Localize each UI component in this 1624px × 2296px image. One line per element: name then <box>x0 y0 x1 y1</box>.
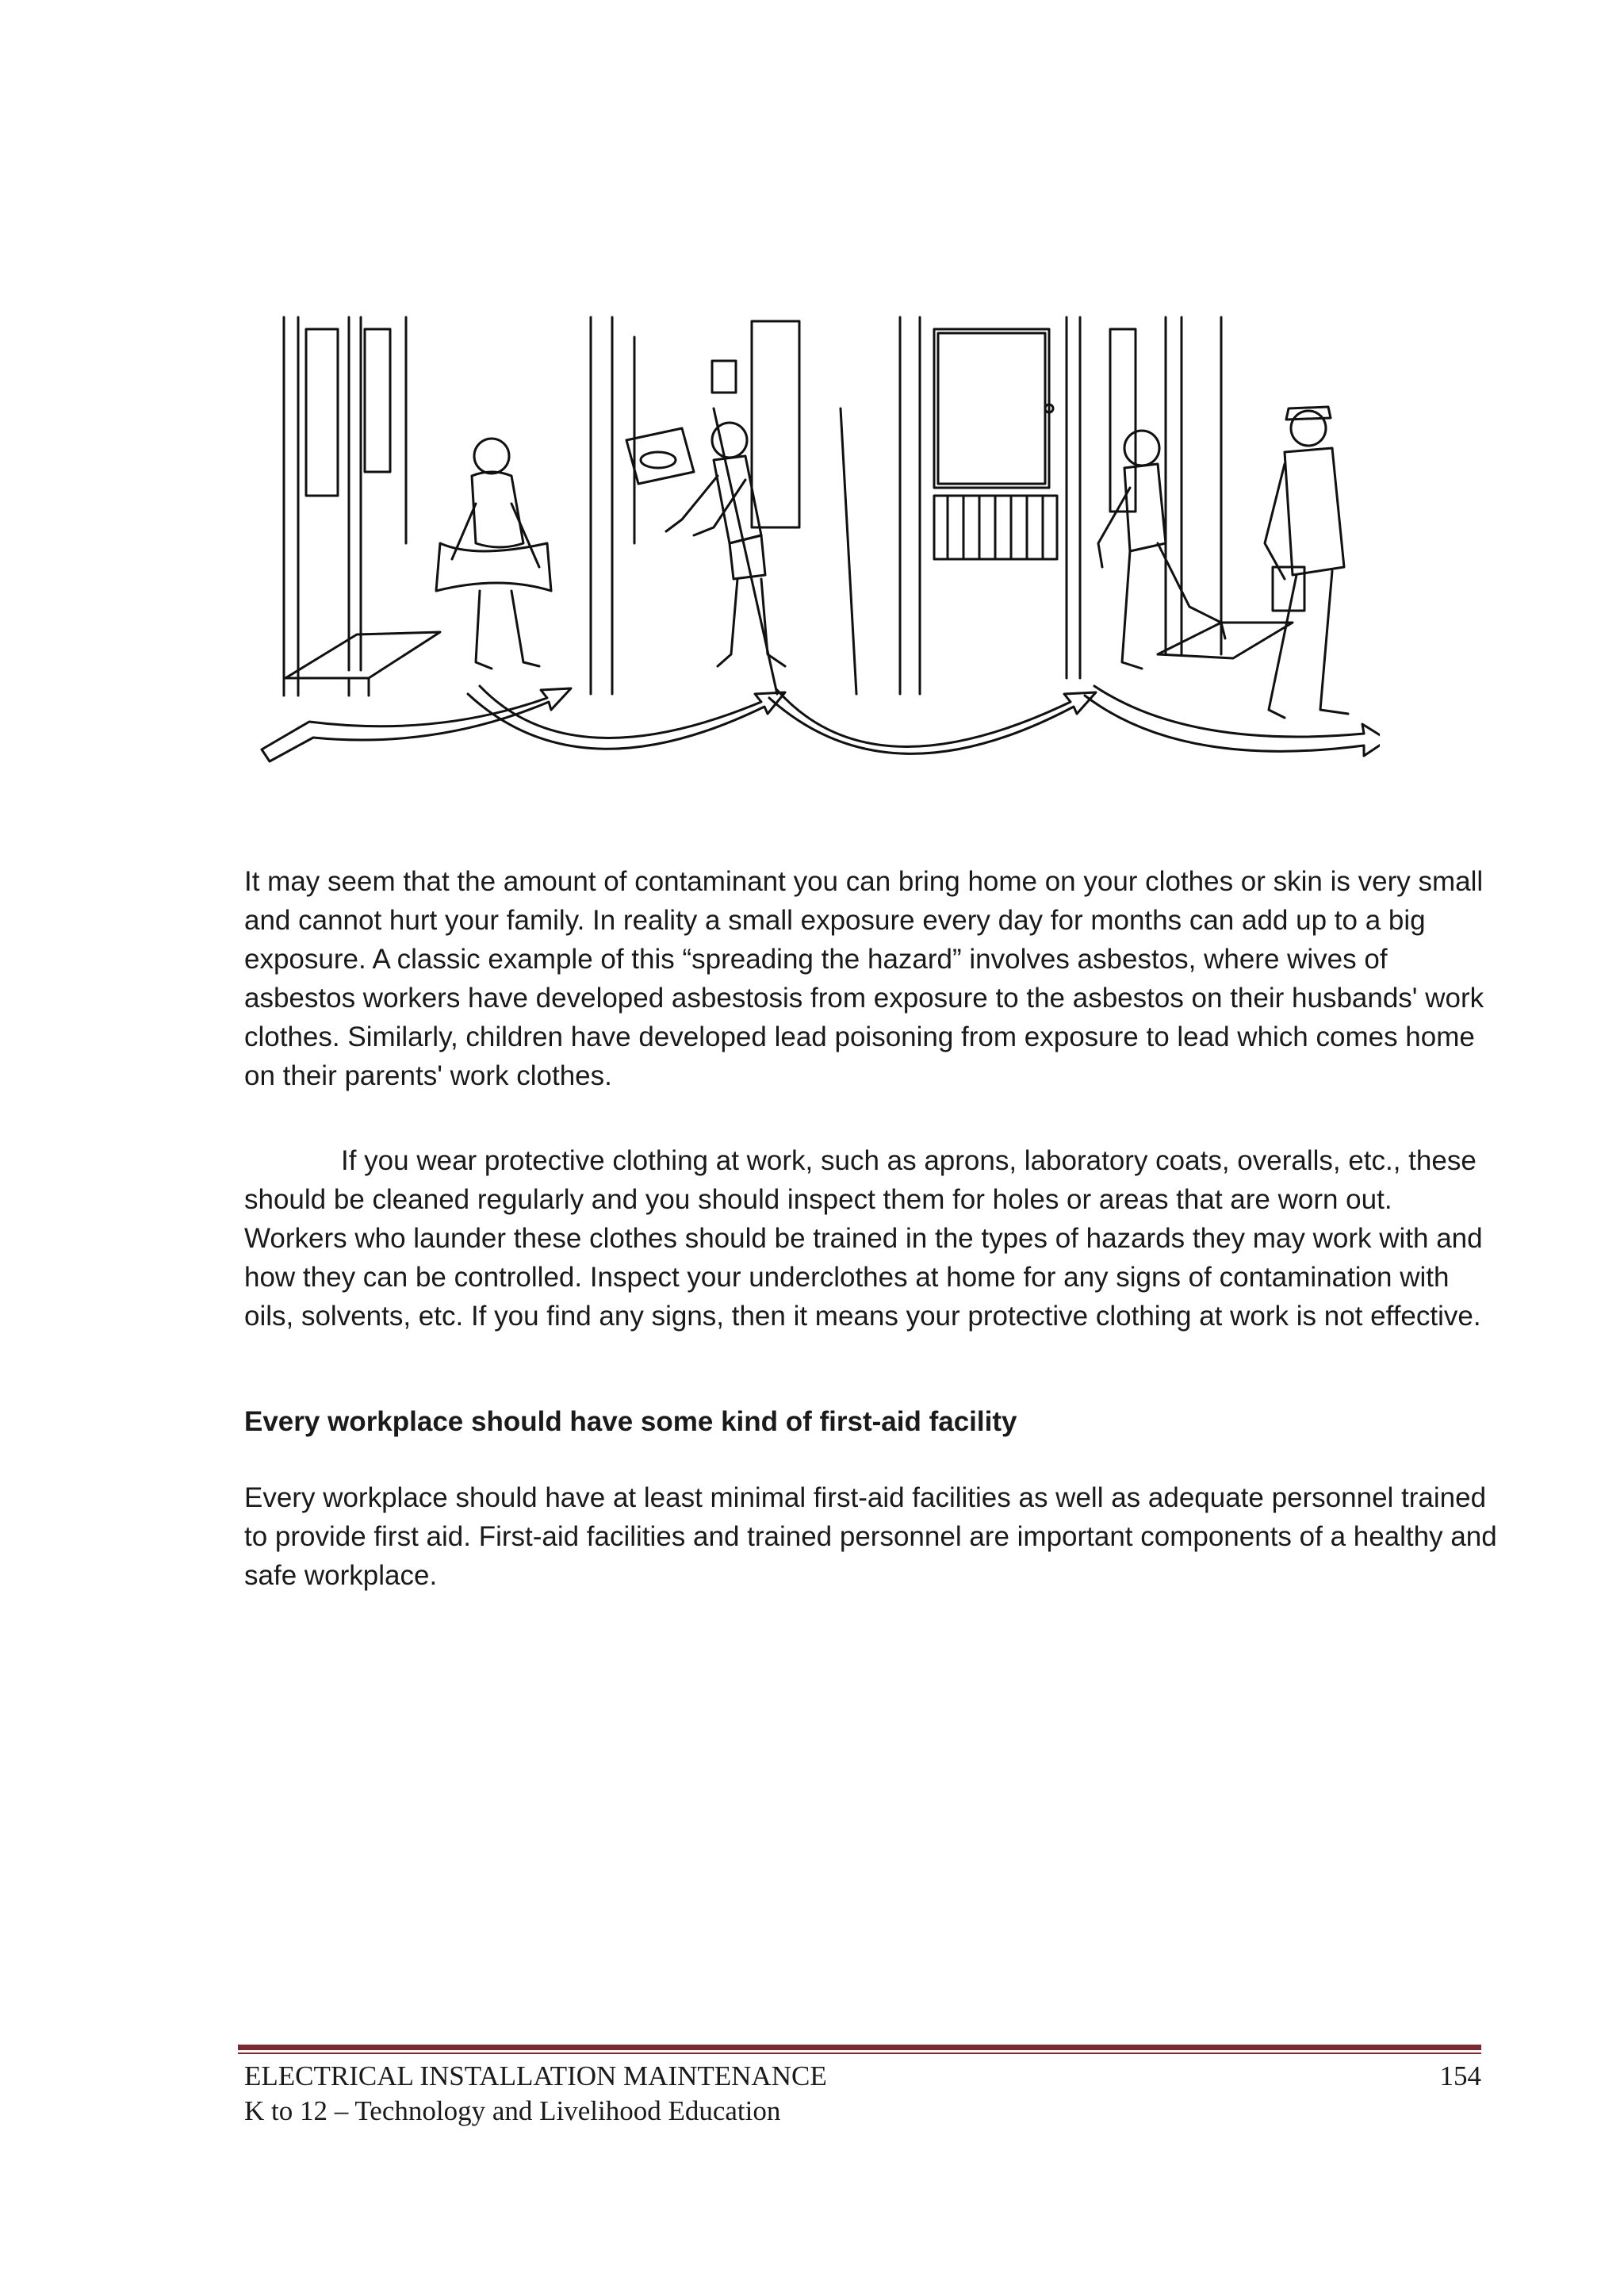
paragraph-first-aid-facilities: Every workplace should have at least minimal first-aid facilities as well as adequate personnel trained to provide first aid. First-aid facilities and trained personnel are important components of a healthy and safe workplace. <box>244 1482 1497 1591</box>
footer-course-subtitle: K to 12 – Technology and Livelihood Education <box>244 2095 781 2126</box>
footer-rule-thin <box>238 2053 1481 2054</box>
paragraph-contamination-home: It may seem that the amount of contaminant you can bring home on your clothes or skin is very small and cannot hurt your family. In reality a small exposure every day for months can add up to a big exposure. A classic example of this “spreading the hazard” involves asbestos, where wives of asbestos workers have developed asbestosis from exposure to the asbestos on their husbands' work clothes. Similarly, children have developed lead poisoning from exposure to lead which comes home on their parents' work clothes. <box>244 866 1484 1091</box>
changing-room-hygiene-illustration-icon <box>238 305 1380 797</box>
footer-course-title: ELECTRICAL INSTALLATION MAINTENANCE <box>244 2060 827 2091</box>
page-number: 154 <box>1439 2060 1481 2091</box>
footer-rule <box>238 2045 1481 2050</box>
paragraph-protective-clothing: If you wear protective clothing at work, such as aprons, laboratory coats, overalls, etc., these should be cleaned regularly and you should inspect them for holes or areas that are worn out. Workers who launder these clothes should be trained in the types of hazards they may work with and how they can be controlled. Inspect your underclothes at home for any signs of contamination with oils, solvents, etc. If you find any signs, then it means your protective clothing at work is not effective. <box>244 1145 1483 1332</box>
section-heading-first-aid: Every workplace should have some kind of first-aid facility <box>244 1406 1017 1437</box>
changing-room-illustration <box>238 305 1380 797</box>
